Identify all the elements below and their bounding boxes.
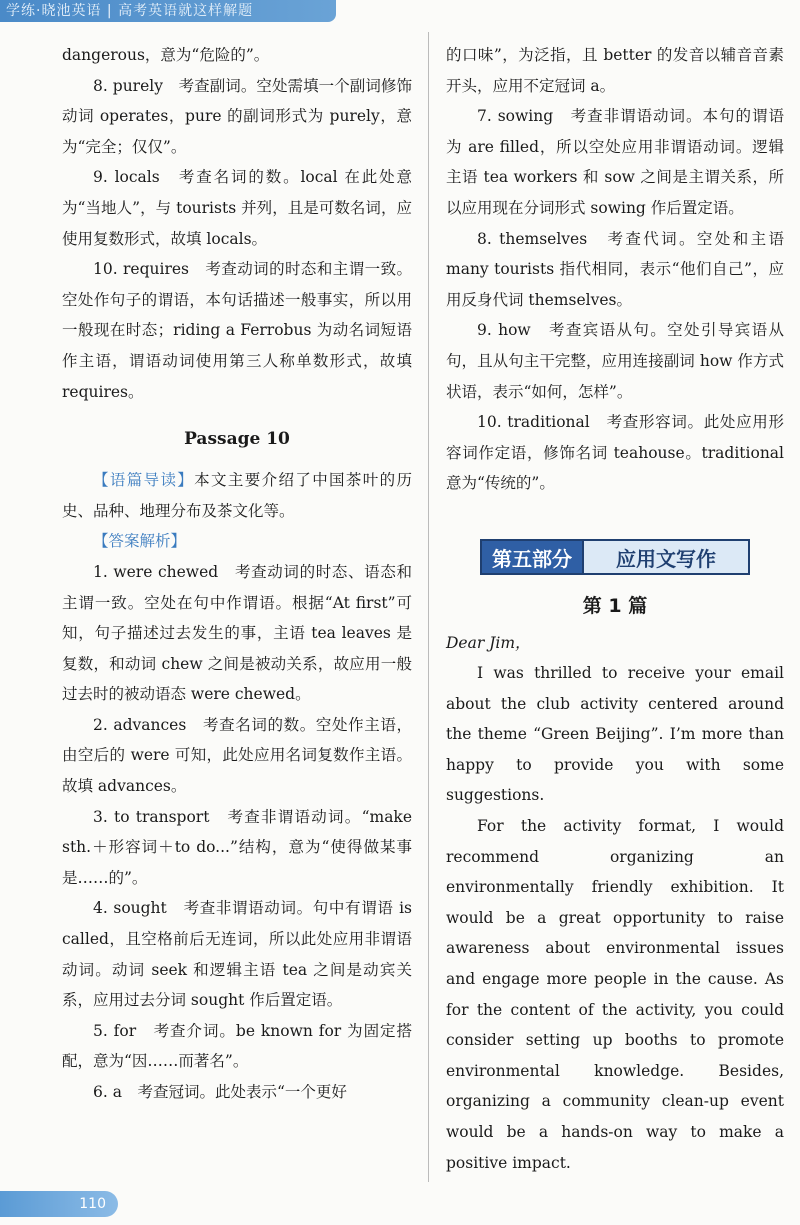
passage-title: Passage 10	[184, 429, 290, 450]
left-paragraph: 10. requires 考查动词的时态和主谓一致。空处作句子的谓语，本句话描述一般事实，所以用一般现在时态；riding a Ferrobus 为动名词短语作主语，谓语动词使用第三人称单数形式，故填 requires。	[62, 260, 412, 401]
left-paragraph: 9. locals 考查名词的数。local 在此处意为“当地人”，与 tourists 并列，且是可数名词，应使用复数形式，故填 locals。	[62, 168, 412, 248]
right-column	[446, 40, 784, 1178]
answer-item: 6. a 考查冠词。此处表示“一个更好	[93, 1083, 347, 1101]
left-paragraph: 8. purely 考查副词。空处需填一个副词修饰动词 operates，pure 的副词形式为 purely，意为“完全；仅仅”。	[62, 76, 412, 156]
answer-item: 2. advances 考查名词的数。空处作主语，由空后的 were 可知，此处应用名词复数作主语。故填 advances。	[62, 715, 412, 796]
letter-salutation: Dear Jim，	[446, 633, 531, 652]
answer-item: 1. were chewed 考查动词的时态、语态和主谓一致。空处在句中作谓语。根据“At first”可知，句子描述过去发生的事，主语 tea leaves 是复数，和动词 chew 之间是被动关系，故应用一般过去时的被动语态 were chewed。	[62, 562, 412, 704]
answer-item: 5. for 考查介词。be known for 为固定搭配，意为“因……而著名”。	[62, 1021, 412, 1071]
answer-item: 3. to transport 考查非谓语动词。“make sth.＋形容词＋to do...”结构，意为“使得做某事是……的”。	[62, 807, 412, 887]
part-number: 第五部分	[480, 539, 584, 575]
guide-paragraph	[62, 465, 412, 526]
right-paragraph: 8. themselves 考查代词。空处和主语 many tourists 指代相同，表示“他们自己”，应用反身代词 themselves。	[446, 229, 784, 309]
left-paragraph: dangerous，意为“危险的”。	[62, 46, 270, 64]
left-column	[62, 40, 412, 1108]
guide-label: 【语篇导读】	[93, 471, 195, 490]
answer-item: 4. sought 考查非谓语动词。句中有谓语 is called，且空格前后无连词，所以此处应用非谓语动词。动词 seek 和逻辑主语 tea 之间是动宾关系，应用过去分词 sought 作后置定语。	[62, 899, 412, 1010]
right-paragraph: 7. sowing 考查非谓语动词。本句的谓语为 are filled，所以空处应用非谓语动词。逻辑主语 tea workers 和 sow 之间是主谓关系，所以应用现在分词形式 sowing 作后置定语。	[446, 107, 784, 217]
guide-text: 本文主要介绍了中国茶叶的历史、品种、地理分布及茶文化等。	[62, 471, 412, 520]
answer-label	[62, 526, 412, 557]
column-divider	[428, 32, 429, 1182]
page-number: 110	[0, 1191, 118, 1217]
part-banner	[480, 539, 750, 575]
piece-title: 第 1 篇	[582, 594, 648, 617]
right-paragraph: 10. traditional 考查形容词。此处应用形容词作定语，修饰名词 teahouse。traditional 意为“传统的”。	[446, 413, 784, 493]
letter-paragraph: I was thrilled to receive your email about the club activity centered around the theme “Green Beijing”. I’m more than happy to provide you with some suggestions.	[446, 664, 784, 805]
right-paragraph: 9. how 考查宾语从句。空处引导宾语从句，且从句主干完整，应用连接副词 how 作方式状语，表示“如何，怎样”。	[446, 321, 784, 401]
part-title: 应用文写作	[584, 539, 750, 575]
answer-label-text: 【答案解析】	[93, 532, 187, 551]
header-banner: 学练·晓池英语 | 高考英语就这样解题	[0, 0, 336, 22]
right-paragraph: 的口味”，为泛指，且 better 的发音以辅音音素开头，应用不定冠词 a。	[446, 46, 784, 95]
letter-paragraph: For the activity format, I would recommend organizing an environmentally friendly exhibition. It would be a great opportunity to raise awareness about environmental issues and engage more people in the cause. As for the content of the activity, you could consider setting up booths to promote environmental knowledge. Besides, organizing a community clean-up event would be a hands-on way to make a positive impact.	[446, 817, 784, 1172]
